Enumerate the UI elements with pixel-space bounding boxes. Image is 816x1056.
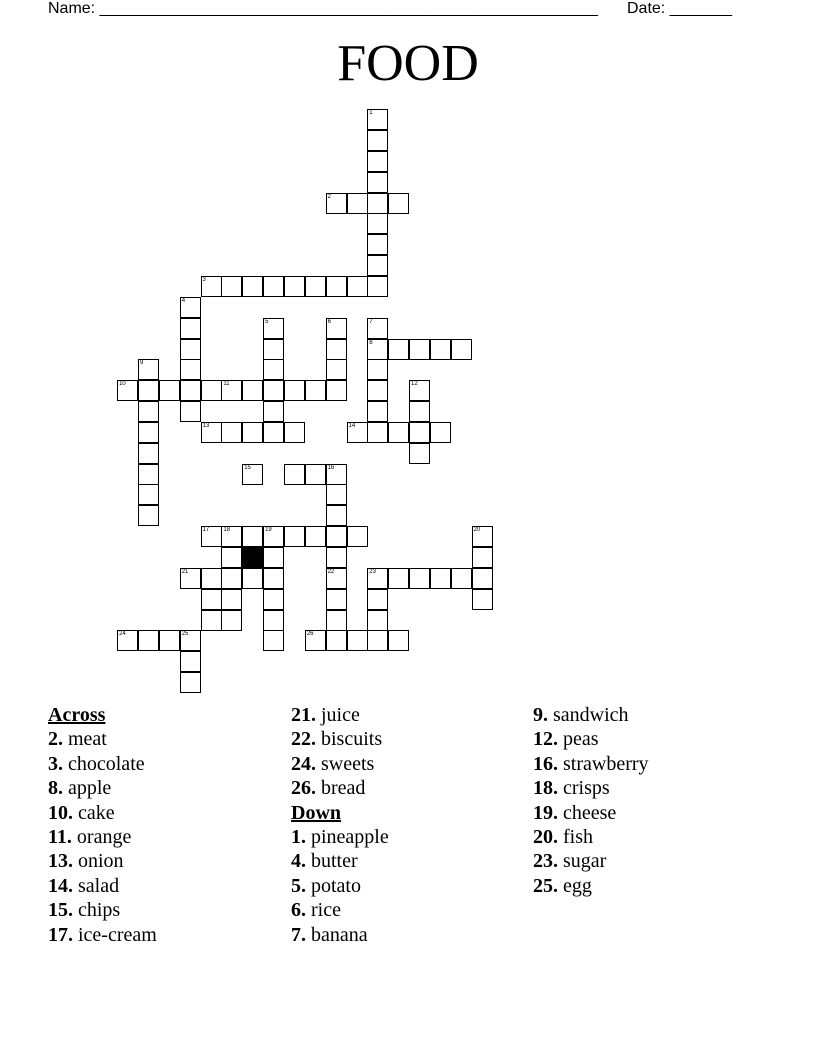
grid-cell[interactable] [263, 359, 284, 380]
clue-item [291, 923, 389, 947]
grid-cell[interactable] [305, 526, 326, 547]
grid-cell[interactable] [367, 380, 388, 401]
clue-number-label: 7 [369, 318, 373, 325]
clue-number: 24. [291, 752, 316, 775]
grid-cell[interactable] [305, 630, 326, 651]
grid-cell[interactable] [180, 339, 201, 360]
grid-cell[interactable] [409, 443, 430, 464]
grid-cell[interactable] [367, 234, 388, 255]
clue-number: 9. [533, 704, 548, 726]
clue-number: 18. [533, 777, 558, 800]
clue-item [533, 776, 649, 800]
clue-item [48, 801, 157, 825]
grid-cell[interactable] [367, 172, 388, 193]
grid-cell[interactable] [242, 568, 263, 589]
grid-cell[interactable] [180, 672, 201, 693]
grid-cell[interactable] [263, 380, 284, 401]
grid-cell[interactable] [180, 380, 201, 401]
grid-cell[interactable] [242, 276, 263, 297]
grid-cell[interactable] [221, 422, 242, 443]
grid-cell[interactable] [472, 526, 493, 547]
clue-number-label: 4 [181, 297, 186, 304]
clue-number: 26. [291, 777, 316, 800]
clue-item [533, 703, 649, 727]
grid-cell[interactable] [284, 464, 305, 485]
clue-number-label: 26 [306, 631, 314, 638]
clue-number-label: 16 [327, 464, 335, 471]
clue-text: chocolate [68, 752, 145, 775]
grid-cell[interactable] [201, 276, 222, 297]
clue-number-label: 23 [369, 568, 376, 575]
clue-number: 4. [291, 850, 306, 873]
grid-cell[interactable] [138, 505, 159, 526]
clue-number-label: 18 [223, 527, 231, 534]
clue-column-1 [48, 703, 157, 947]
grid-cell[interactable] [117, 630, 138, 651]
grid-cell[interactable] [326, 276, 347, 297]
grid-cell[interactable] [221, 589, 242, 610]
grid-cell[interactable] [347, 422, 368, 443]
grid-cell[interactable] [263, 526, 284, 547]
grid-cell[interactable] [347, 276, 368, 297]
grid-cell[interactable] [201, 526, 222, 547]
grid-cell[interactable] [430, 422, 451, 443]
clue-number: 12. [533, 728, 558, 751]
down-heading: Down [291, 801, 342, 824]
grid-cell[interactable] [388, 339, 409, 360]
grid-cell[interactable] [263, 630, 284, 651]
clue-text: cheese [563, 801, 617, 824]
clue-number-label: 15 [244, 464, 251, 471]
grid-cell[interactable] [388, 630, 409, 651]
grid-cell[interactable] [326, 589, 347, 610]
grid-cell[interactable] [451, 339, 472, 360]
grid-cell[interactable] [409, 401, 430, 422]
grid-cell[interactable] [263, 339, 284, 360]
grid-cell[interactable] [263, 401, 284, 422]
clue-number-label: 8 [369, 339, 373, 346]
grid-cell[interactable] [263, 318, 284, 339]
clue-text: peas [563, 728, 599, 751]
grid-cell[interactable] [138, 484, 159, 505]
grid-cell[interactable] [305, 380, 326, 401]
grid-cell[interactable] [180, 318, 201, 339]
grid-cell[interactable] [367, 630, 388, 651]
grid-cell[interactable] [472, 589, 493, 610]
grid-cell[interactable] [409, 339, 430, 360]
clue-text: orange [76, 825, 132, 848]
clue-number: 19. [533, 801, 558, 824]
grid-cell[interactable] [367, 255, 388, 276]
name-label: Name: [48, 0, 96, 17]
grid-cell[interactable] [117, 380, 138, 401]
clue-text: cake [78, 801, 115, 824]
grid-cell[interactable] [201, 610, 222, 631]
clue-number: 14. [48, 874, 73, 897]
clue-number: 11. [48, 825, 72, 848]
grid-cell[interactable] [326, 505, 347, 526]
clue-text: fish [563, 825, 593, 848]
grid-cell[interactable] [221, 568, 242, 589]
grid-cell[interactable] [367, 339, 388, 360]
clue-number-label: 2 [327, 193, 331, 200]
clue-item [291, 849, 389, 873]
clue-number-label: 14 [348, 422, 356, 429]
grid-cell[interactable] [138, 443, 159, 464]
date-blank[interactable]: _______ [669, 0, 732, 17]
clue-number: 23. [533, 850, 558, 873]
clue-number: 16. [533, 752, 558, 775]
grid-cell[interactable] [409, 380, 430, 401]
clue-number: 3. [48, 752, 63, 775]
clue-item [291, 703, 389, 727]
grid-cell[interactable] [326, 526, 347, 547]
grid-cell[interactable] [409, 422, 430, 443]
grid-cell[interactable] [388, 422, 409, 443]
date-label: Date: [627, 0, 666, 17]
clue-text: ice-cream [78, 923, 157, 946]
grid-cell[interactable] [367, 193, 388, 214]
clue-text: biscuits [321, 728, 383, 751]
grid-cell[interactable] [326, 610, 347, 631]
clue-item [48, 898, 157, 922]
clue-number: 7. [291, 923, 306, 946]
clue-text: juice [321, 704, 360, 726]
grid-cell[interactable] [242, 422, 263, 443]
clue-number: 6. [291, 899, 306, 922]
grid-cell[interactable] [180, 568, 201, 589]
grid-cell[interactable] [367, 213, 388, 234]
clue-text: sweets [321, 752, 375, 775]
grid-cell[interactable] [388, 568, 409, 589]
grid-cell[interactable] [367, 589, 388, 610]
grid-cell[interactable] [430, 339, 451, 360]
grid-cell[interactable] [221, 276, 242, 297]
grid-cell[interactable] [180, 651, 201, 672]
clue-number-label: 19 [265, 527, 272, 534]
grid-cell[interactable] [367, 610, 388, 631]
clue-number: 5. [291, 874, 306, 897]
grid-cell[interactable] [347, 193, 368, 214]
clue-text: apple [68, 777, 112, 800]
grid-cell[interactable] [263, 589, 284, 610]
grid-cell[interactable] [388, 193, 409, 214]
clue-number-label: 10 [119, 381, 126, 388]
clue-number: 17. [48, 923, 73, 946]
grid-cell[interactable] [159, 380, 180, 401]
clue-item [533, 825, 649, 849]
clue-text: bread [321, 777, 366, 800]
grid-cell[interactable] [221, 380, 242, 401]
page-title: FOOD [337, 35, 479, 92]
clue-item [291, 776, 389, 800]
clue-number-label: 25 [181, 631, 189, 638]
grid-cell[interactable] [367, 401, 388, 422]
grid-cell[interactable] [221, 610, 242, 631]
clue-text: pineapple [311, 825, 389, 848]
clue-number-label: 22 [327, 568, 335, 575]
grid-cell[interactable] [284, 380, 305, 401]
clue-number-label: 1 [369, 110, 373, 117]
grid-cell[interactable] [367, 318, 388, 339]
grid-cell[interactable] [451, 568, 472, 589]
clue-item [291, 752, 389, 776]
clue-text: crisps [563, 777, 610, 800]
clue-text: sugar [563, 850, 607, 873]
clue-number: 22. [291, 728, 316, 751]
clue-text: sandwich [553, 704, 629, 726]
clue-number: 2. [48, 728, 63, 751]
grid-cell[interactable] [326, 193, 347, 214]
grid-cell[interactable] [367, 151, 388, 172]
grid-cell[interactable] [326, 359, 347, 380]
grid-cell[interactable] [472, 547, 493, 568]
clue-item [291, 874, 389, 898]
clue-item [533, 752, 649, 776]
grid-cell[interactable] [263, 422, 284, 443]
grid-cell[interactable] [138, 464, 159, 485]
clue-item [48, 825, 157, 849]
clue-text: salad [78, 874, 120, 897]
grid-cell[interactable] [201, 422, 222, 443]
clue-number: 21. [291, 704, 316, 726]
grid-cell[interactable] [263, 568, 284, 589]
clue-number-label: 21 [181, 568, 189, 575]
clue-number: 13. [48, 850, 73, 873]
grid-cell[interactable] [263, 610, 284, 631]
grid-cell[interactable] [284, 276, 305, 297]
grid-cell[interactable] [138, 422, 159, 443]
black-cell [242, 547, 263, 568]
clue-number-label: 6 [327, 318, 331, 325]
clue-number-label: 20 [473, 527, 481, 534]
clue-number-label: 5 [265, 318, 269, 325]
grid-cell[interactable] [326, 318, 347, 339]
grid-cell[interactable] [263, 276, 284, 297]
grid-cell[interactable] [221, 547, 242, 568]
clue-item [48, 752, 157, 776]
grid-cell[interactable] [347, 526, 368, 547]
clue-number-label: 3 [202, 276, 206, 283]
clue-column-3 [533, 703, 649, 898]
clue-number: 10. [48, 801, 73, 824]
grid-cell[interactable] [201, 568, 222, 589]
clue-item [291, 898, 389, 922]
grid-cell[interactable] [242, 380, 263, 401]
grid-cell[interactable] [367, 359, 388, 380]
clue-number-label: 9 [140, 360, 144, 367]
grid-cell[interactable] [305, 276, 326, 297]
clue-item [291, 727, 389, 751]
clue-item [533, 727, 649, 751]
clue-item [48, 727, 157, 751]
clue-item [48, 874, 157, 898]
across-heading: Across [48, 704, 106, 726]
grid-cell[interactable] [201, 380, 222, 401]
grid-cell[interactable] [284, 526, 305, 547]
clue-text: butter [311, 850, 358, 873]
clue-text: rice [311, 899, 341, 922]
name-blank[interactable]: ________________________________________________________ [99, 0, 598, 17]
grid-cell[interactable] [201, 589, 222, 610]
clue-number: 1. [291, 825, 306, 848]
grid-cell[interactable] [180, 297, 201, 318]
grid-cell[interactable] [138, 359, 159, 380]
grid-cell[interactable] [180, 401, 201, 422]
grid-cell[interactable] [242, 526, 263, 547]
grid-cell[interactable] [367, 422, 388, 443]
clue-text: meat [68, 728, 107, 751]
grid-cell[interactable] [409, 568, 430, 589]
clue-number: 15. [48, 899, 73, 922]
grid-cell[interactable] [367, 568, 388, 589]
grid-cell[interactable] [263, 547, 284, 568]
grid-cell[interactable] [367, 130, 388, 151]
clue-text: banana [311, 923, 368, 946]
grid-cell[interactable] [221, 526, 242, 547]
clue-text: onion [78, 850, 124, 873]
clue-item [533, 849, 649, 873]
clue-item [48, 849, 157, 873]
grid-cell[interactable] [242, 464, 263, 485]
grid-cell[interactable] [326, 630, 347, 651]
clue-number: 20. [533, 825, 558, 848]
grid-cell[interactable] [326, 339, 347, 360]
grid-cell[interactable] [472, 568, 493, 589]
grid-cell[interactable] [367, 109, 388, 130]
clue-text: potato [311, 874, 361, 897]
grid-cell[interactable] [180, 359, 201, 380]
clue-number: 25. [533, 874, 558, 897]
clue-item [533, 801, 649, 825]
grid-cell[interactable] [347, 630, 368, 651]
grid-cell[interactable] [367, 276, 388, 297]
grid-cell[interactable] [326, 568, 347, 589]
grid-cell[interactable] [138, 401, 159, 422]
grid-cell[interactable] [326, 464, 347, 485]
clue-text: strawberry [563, 752, 649, 775]
clue-text: chips [78, 899, 121, 922]
grid-cell[interactable] [180, 630, 201, 651]
grid-cell[interactable] [284, 422, 305, 443]
clue-number-label: 24 [119, 631, 126, 638]
grid-cell[interactable] [326, 484, 347, 505]
clue-item [48, 776, 157, 800]
clue-item [48, 923, 157, 947]
grid-cell[interactable] [159, 630, 180, 651]
grid-cell[interactable] [138, 380, 159, 401]
grid-cell[interactable] [305, 464, 326, 485]
clue-column-2 [291, 703, 389, 947]
clue-number-label: 12 [411, 381, 418, 388]
grid-cell[interactable] [326, 547, 347, 568]
clue-number-label: 17 [202, 527, 210, 534]
clue-text: egg [563, 874, 592, 897]
clue-number-label: 13 [202, 422, 210, 429]
grid-cell[interactable] [138, 630, 159, 651]
clue-item [533, 874, 649, 898]
clue-number-label: 11 [223, 381, 230, 388]
grid-cell[interactable] [326, 380, 347, 401]
grid-cell[interactable] [430, 568, 451, 589]
clue-item [291, 825, 389, 849]
clue-number: 8. [48, 777, 63, 800]
